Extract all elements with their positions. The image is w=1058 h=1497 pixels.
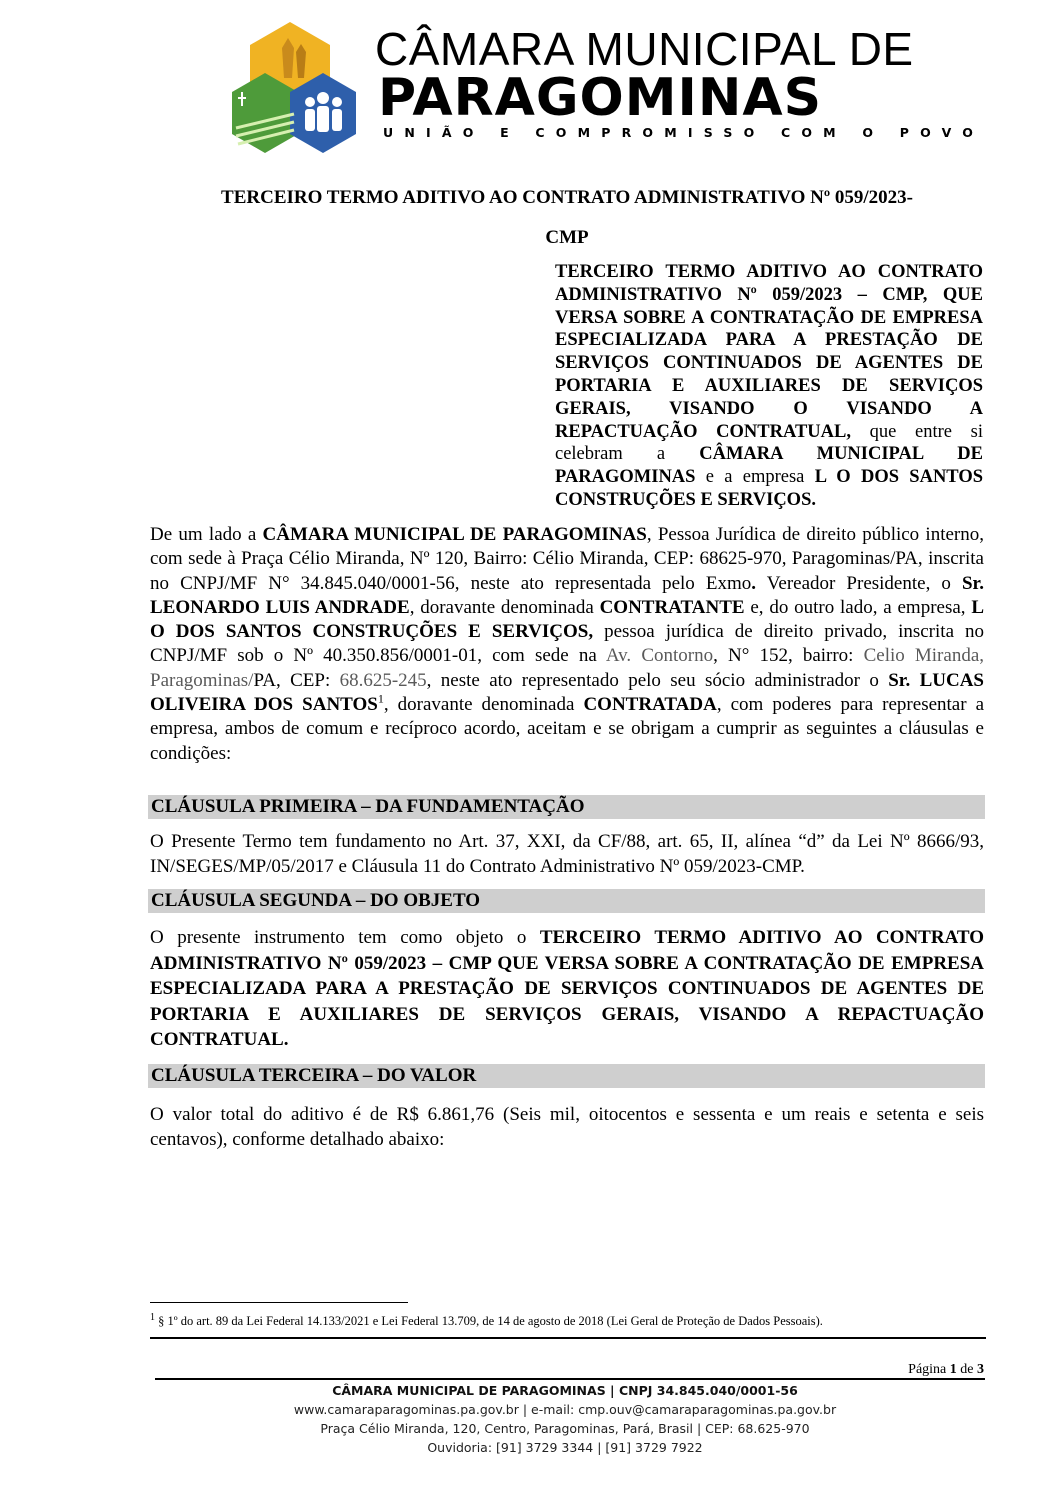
ementa-text2: e a empresa (695, 467, 815, 488)
footnote-marker: 1 (150, 1311, 155, 1323)
institution-slogan: UNIÃO E COMPROMISSO COM O POVO (383, 125, 985, 140)
contratante-name: CÂMARA MUNICIPAL DE PARAGOMINAS (262, 524, 647, 545)
footer-contacts: www.camaraparagominas.pa.gov.br | e-mail: cmp.ouv@camaraparagominas.pa.gov.br (293, 1402, 837, 1417)
preamble-text: pessoa jurídica de direito privado, inscrita no CNPJ/MF sob o Nº 40.350.856/0001-01, com sede na (150, 621, 984, 667)
footer-address: Praça Célio Miranda, 120, Centro, Paragominas, Pará, Brasil | CEP: 68.625-970 (320, 1421, 810, 1436)
page-number-label: Página (908, 1362, 950, 1377)
contratante-label: CONTRATANTE (599, 596, 745, 618)
footer-institution: CÂMARA MUNICIPAL DE PARAGOMINAS | CNPJ 34.845.040/0001-56 (332, 1383, 798, 1398)
page-number (908, 1362, 984, 1378)
preamble-text: , neste ato representado pelo seu sócio administrador o (426, 669, 889, 691)
clause-3-text: O valor total do aditivo é de R$ 6.861,76 (Seis mil, oitocentos e sessenta e um reais e setenta e seis centavos), conforme detalhado abaixo: (150, 1104, 984, 1150)
administrator-name: Sr. LUCAS OLIVEIRA DOS SANTOS (150, 669, 984, 716)
president-name: Sr. LEONARDO LUIS ANDRADE (150, 572, 984, 618)
preamble-text: , N° 152, bairro: (713, 645, 864, 667)
preamble-text: De um lado a (150, 524, 263, 545)
clause-2-text-bold: TERCEIRO TERMO ADITIVO AO CONTRATO ADMINISTRATIVO Nº 059/2023 – CMP QUE VERSA SOBRE A CONTRATAÇÃO DE EMPRESA ESPECIALIZADA PARA A PRESTAÇÃO DE SERVIÇOS CONTINUADOS DE AGENTES DE PORTARIA E AUXILIARES DE SERVIÇOS GERAIS, VISANDO A REPACTUAÇÃO CONTRATUAL. (150, 927, 984, 1050)
preamble-bold: . (751, 572, 757, 594)
preamble-text: , Pessoa Jurídica de direito público interno, com sede à Praça Célio Miranda, Nº 120, Bairro: Célio Miranda, CEP: 68625-970, Paragominas/PA, inscrita no CNPJ/MF N° 34.845.040/0001-56, neste ato representada pelo Exmo (150, 524, 984, 594)
ementa-party1: CÂMARA MUNICIPAL DE PARAGOMINAS (555, 444, 983, 488)
footnote (150, 1313, 984, 1329)
ementa-bold-intro: TERCEIRO TERMO ADITIVO AO CONTRATO ADMINISTRATIVO Nº 059/2023 – CMP, QUE VERSA SOBRE A CONTRATAÇÃO DE EMPRESA ESPECIALIZADA PARA A PRESTAÇÃO DE SERVIÇOS CONTINUADOS DE AGENTES DE PORTARIA E AUXILIARES DE SERVIÇOS GERAIS, VISANDO O VISANDO A REPACTUAÇÃO CONTRATUAL, (555, 262, 983, 442)
address-street: Av. Contorno (605, 645, 714, 667)
preamble-text: e, do outro lado, a empresa, (744, 596, 972, 618)
document-title-line1: TERCEIRO TERMO ADITIVO AO CONTRATO ADMINISTRATIVO Nº 059/2023- (221, 187, 913, 208)
footer-rule (155, 1378, 985, 1380)
preamble-text: , doravante denominada (383, 694, 584, 716)
clause-2-text (150, 925, 984, 1053)
clause-2-text-intro: O presente instrumento tem como objeto o (150, 927, 540, 948)
preamble-text: , com poderes para representar a empresa, ambos de comum e recíproco acordo, aceitam e se obrigam a cumprir as seguintes a cláusulas e condições: (150, 694, 985, 764)
contratada-label: CONTRATADA (583, 694, 717, 716)
institution-name-line2: PARAGOMINAS (378, 68, 823, 128)
footer-ouvidoria: Ouvidoria: [91] 3729 3344 | [91] 3729 7922 (427, 1440, 703, 1455)
address-district: Celio Miranda, Paragominas/ (150, 645, 985, 691)
clause-1-heading: CLÁUSULA PRIMEIRA – DA FUNDAMENTAÇÃO (148, 795, 985, 819)
page-number-separator: de (956, 1362, 977, 1377)
institution-name-line1: CÂMARA MUNICIPAL DE (375, 23, 914, 75)
preamble-paragraph (150, 523, 984, 766)
ementa-party2: L O DOS SANTOS CONSTRUÇÕES E SERVIÇOS. (555, 467, 983, 510)
footnote-reference[interactable]: 1 (377, 691, 384, 706)
preamble-text: , doravante denominada (409, 596, 600, 618)
ementa-text1: que entre si celebram a (555, 421, 983, 465)
document-title-line2: CMP (545, 227, 589, 248)
clause-2-heading: CLÁUSULA SEGUNDA – DO OBJETO (148, 889, 985, 913)
camara-logo-icon (220, 18, 360, 158)
footer-rule-top (150, 1337, 986, 1339)
document-title (150, 178, 984, 258)
address-cep: 68.625-245 (339, 669, 427, 691)
clause-1-text: O Presente Termo tem fundamento no Art. 37, XXI, da CF/88, art. 65, II, alínea “d” da Lei Nº 8666/93, IN/SEGES/MP/05/2017 e Cláusula 11 do Contrato Administrativo Nº 059/2023-CMP. (150, 831, 984, 877)
preamble-text: Vereador Presidente, o (756, 572, 962, 594)
ementa-block (555, 261, 983, 512)
footnote-text: § 1º do art. 89 da Lei Federal 14.133/2021 e Lei Federal 13.709, de 14 de agosto de 2018 (Lei Geral de Proteção de Dados Pessoais). (155, 1314, 823, 1328)
page-number-total: 3 (977, 1362, 984, 1377)
footnote-separator (150, 1302, 408, 1303)
clause-3-heading: CLÁUSULA TERCEIRA – DO VALOR (148, 1064, 985, 1088)
preamble-text: PA, CEP: (253, 669, 340, 691)
contratada-name: L O DOS SANTOS CONSTRUÇÕES E SERVIÇOS, (150, 596, 985, 643)
page-number-current: 1 (949, 1362, 957, 1377)
